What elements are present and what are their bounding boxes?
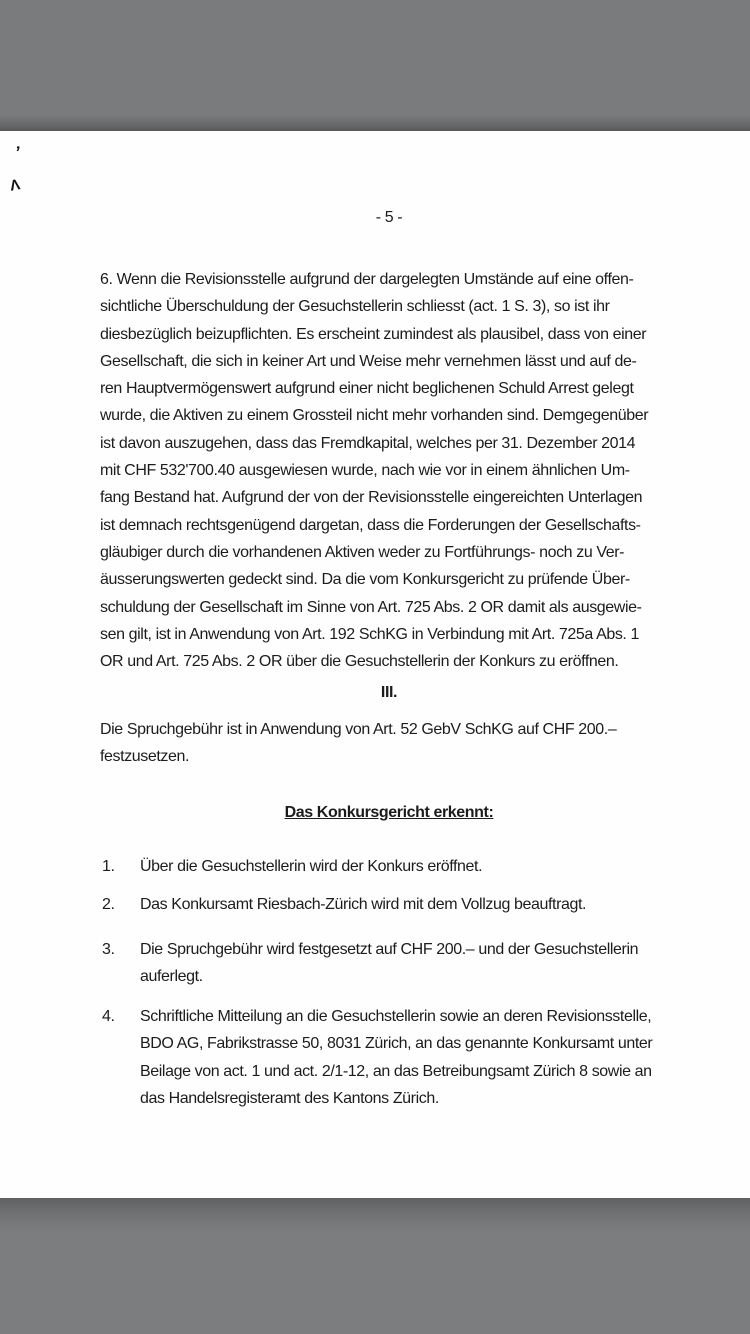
verdict-item-number: 1. [102,858,115,875]
ink-mark: ’ [13,142,22,163]
scan-background-top [0,0,750,131]
paragraph-6-line: ist demnach rechtsgenügend dargetan, dass die Forderungen der Gesellschafts- [100,516,641,534]
verdict-item-line: das Handelsregisteramt des Kantons Zürich. [140,1089,439,1107]
paragraph-6-line: 6. Wenn die Revisionsstelle aufgrund der dargelegten Umstände auf eine offen- [100,271,634,288]
paragraph-6-line: diesbezüglich beizupflichten. Es erscheint zumindest als plausibel, dass von einer [100,325,647,343]
verdict-item-number: 3. [102,941,115,958]
paragraph-6-line: äusserungswerten gedeckt sind. Da die vom Konkursgericht zu prüfende Über- [100,571,630,589]
verdict-item-4 [102,1003,702,1112]
verdict-item-number: 2. [102,896,115,913]
verdict-item-line: auferlegt. [140,968,203,986]
paragraph-6-line: schuldung der Gesellschaft im Sinne von Art. 725 Abs. 2 OR damit als ausgewie- [100,598,642,616]
verdict-item-2 [102,891,702,918]
verdict-item-1 [102,853,702,880]
paragraph-6-line: fang Bestand hat. Aufgrund der von der Revisionsstelle eingereichten Unterlagen [100,489,643,507]
section-heading-iii: III. [380,684,398,701]
verdict-item-line: Beilage von act. 1 und act. 2/1-12, an das Betreibungsamt Zürich 8 sowie an [140,1062,652,1080]
paragraph-6-line: wurde, die Aktiven zu einem Grossteil nicht mehr vorhanden sind. Demgegenüber [100,407,649,425]
document-paper [0,131,750,1198]
verdict-item-number: 4. [102,1008,115,1025]
section-iii-line: festzusetzen. [100,748,190,766]
verdict-heading: Das Konkursgericht erkennt: [284,804,494,821]
scan-background-bottom [0,1198,750,1334]
section-iii-line: Die Spruchgebühr ist in Anwendung von Art. 52 GebV SchKG auf CHF 200.– [100,721,617,738]
paragraph-6-line: sen gilt, ist in Anwendung von Art. 192 SchKG in Verbindung mit Art. 725a Abs. 1 [100,625,640,643]
paragraph-6-line: OR und Art. 725 Abs. 2 OR über die Gesuchstellerin der Konkurs zu eröffnen. [100,653,619,671]
paragraph-6-line: gläubiger durch die vorhandenen Aktiven weder zu Fortführungs- noch zu Ver- [100,543,625,561]
verdict-item-line: Über die Gesuchstellerin wird der Konkurs eröffnet. [140,858,483,875]
paragraph-6-line: ist davon auszugehen, dass das Fremdkapital, welches per 31. Dezember 2014 [100,434,636,452]
paragraph-6-line: mit CHF 532'700.40 ausgewiesen wurde, nach wie vor in einem ähnlichen Um- [100,462,630,480]
paragraph-6 [100,266,700,675]
verdict-item-3 [102,936,702,991]
paragraph-6-line: sichtliche Überschuldung der Gesuchstellerin schliesst (act. 1 S. 3), so ist ihr [100,298,610,316]
paragraph-6-line: Gesellschaft, die sich in keiner Art und Weise mehr vernehmen lässt und auf de- [100,352,637,370]
ink-mark: Λ [8,176,22,195]
verdict-item-line: Schriftliche Mitteilung an die Gesuchstellerin sowie an deren Revisionsstelle, [140,1008,652,1025]
verdict-item-line: BDO AG, Fabrikstrasse 50, 8031 Zürich, an das genannte Konkursamt unter [140,1035,653,1053]
verdict-item-line: Die Spruchgebühr wird festgesetzt auf CHF 200.– und der Gesuchstellerin [140,941,639,958]
page-number: - 5 - [375,209,403,226]
paragraph-6-line: ren Hauptvermögenswert aufgrund einer nicht beglichenen Schuld Arrest gelegt [100,380,634,398]
verdict-item-line: Das Konkursamt Riesbach-Zürich wird mit dem Vollzug beauftragt. [140,896,587,913]
section-iii-paragraph [100,716,700,771]
